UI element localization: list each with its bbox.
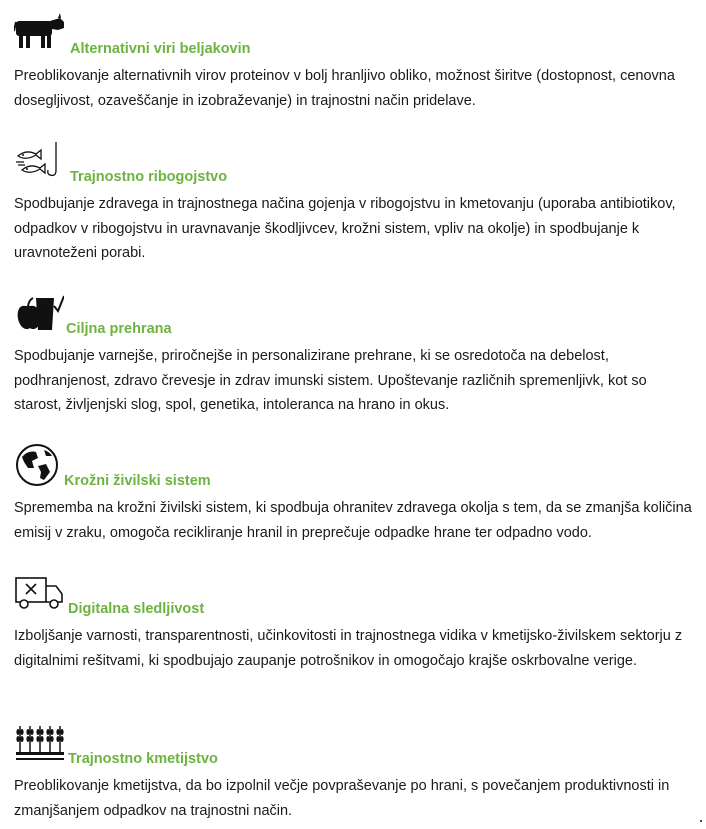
section-sustainable-agriculture — [14, 722, 694, 823]
delivery-truck-icon — [14, 572, 66, 612]
section-header — [14, 722, 694, 768]
section-header — [14, 140, 694, 186]
section-title: Digitalna sledljivost — [68, 601, 205, 617]
apple-food-check-icon — [14, 292, 64, 332]
section-text: Izboljšanje varnosti, transparentnosti, učinkovitosti in trajnostnega vidika v kmetijsko-živilskem sektorju z digitalnimi rešitvami, ki spodbujajo zaupanje potrošnikov in omogočajo krajše oskrbovalne verige. — [14, 628, 683, 669]
section-title: Alternativni viri beljakovin — [70, 41, 251, 57]
section-digital-traceability — [14, 572, 694, 673]
section-title: Ciljna prehrana — [66, 321, 172, 337]
section-text: Preoblikovanje kmetijstva, da bo izpolnil večje povpraševanje po hrani, s povečanjem produktivnosti in zmanjšanjem odpadkov na trajnostni način. — [14, 778, 670, 819]
section-circular-food-system — [14, 444, 694, 545]
section-text: Spodbujanje zdravega in trajnostnega načina gojenja v ribogojstvu in kmetovanju (uporaba antibiotikov, odpadkov v ribogojstvu in uravnavanje škodljivcev, krožni sistem, vpliv na okolje) in spodbujanje k uravnoteženi porabi. — [14, 196, 676, 261]
section-header — [14, 292, 694, 338]
section-text: Preoblikovanje alternativnih virov proteinov v bolj hranljivo obliko, možnost širitve (dostopnost, cenovna dosegljivost, ozaveščanje in izobraževanje) in trajnostni način pridelave. — [14, 68, 675, 109]
section-title: Krožni živilski sistem — [64, 473, 211, 489]
section-title: Trajnostno kmetijstvo — [68, 751, 218, 767]
wheat-field-icon — [14, 722, 66, 762]
section-alternative-proteins — [14, 12, 694, 113]
section-header — [14, 444, 694, 490]
section-header — [14, 12, 694, 58]
section-header — [14, 572, 694, 618]
globe-icon — [14, 444, 60, 486]
cow-icon — [14, 12, 66, 52]
section-text: Sprememba na krožni živilski sistem, ki spodbuja ohranitev zdravega okolja s tem, da se zmanjša količina emisij v zraku, omogoča recikliranje hranil in preprečuje odpadke hrane ter odpadno vodo. — [14, 500, 692, 541]
stray-dot — [700, 820, 702, 822]
section-text: Spodbujanje varnejše, priročnejše in personalizirane prehrane, ki se osredotoča na debelost, podhranjenost, zdravo črevesje in zdrav imunski sistem. Upoštevanje različnih spremenljivk, kot so starost, življenjski slog, spol, genetika, intoleranca na hrano in okus. — [14, 348, 647, 413]
section-title: Trajnostno ribogojstvo — [70, 169, 228, 185]
section-targeted-nutrition — [14, 292, 694, 418]
fish-hook-icon — [14, 140, 66, 180]
section-aquaculture — [14, 140, 694, 266]
